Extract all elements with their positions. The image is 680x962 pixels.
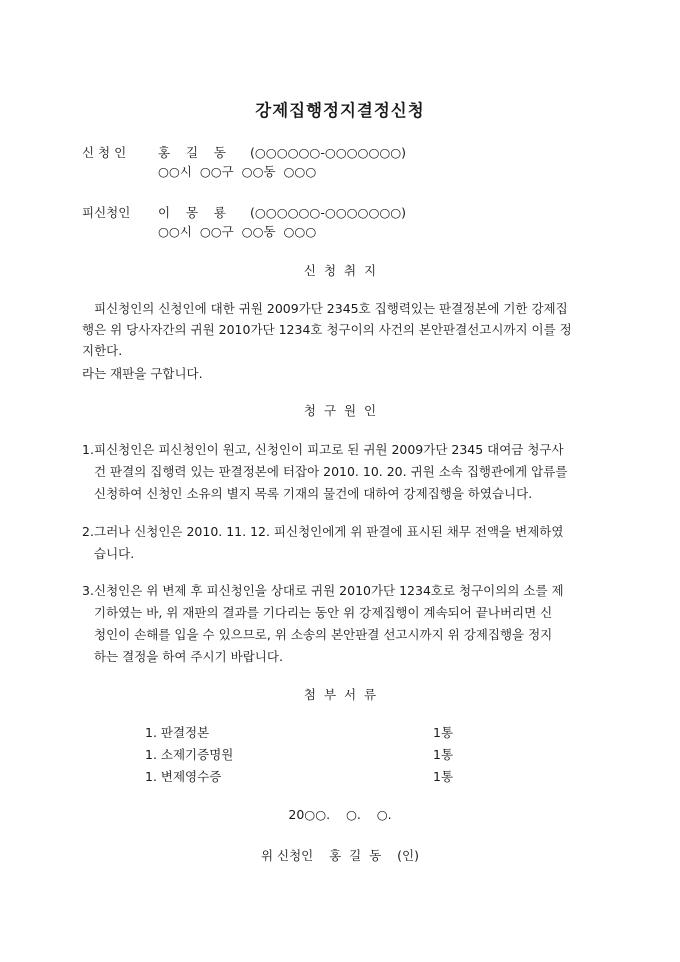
attachments-heading: 첨 부 서 류 [303,687,377,702]
respondent-role: 피신청인 [82,205,131,220]
signature-line: 위 신청인 홍 길 동 (인) [260,848,419,863]
document-title: 강제집행정지결정신청 [255,101,425,120]
applicant-id: (○○○○○○-○○○○○○○) [250,145,407,160]
cause-item-2-num: 2. [82,524,94,539]
cause-item-3-line-3: 청인이 손해를 입을 수 있으므로, 위 소송의 본안판결 선고시까지 위 강제집행을 정지 [94,627,553,642]
respondent-name: 이 몽 룡 [158,205,227,220]
cause-heading: 청 구 원 인 [303,403,377,418]
applicant-address: ○○시 ○○구 ○○동 ○○○ [158,164,317,179]
cause-item-1-line-2: 건 판결의 집행력 있는 판결정본에 터잡아 2010. 10. 20. 귀원 소속 집행관에게 압류를 [94,464,568,479]
attachment-item-2-name: 1. 소제기증명원 [145,747,234,762]
cause-item-1-line-3: 신청하여 신청인 소유의 별지 목록 기재의 물건에 대하여 강제집행을 하였습니다. [94,486,533,501]
purpose-heading: 신 청 취 지 [303,263,377,278]
purpose-line-3: 지한다. [82,343,123,358]
respondent-address: ○○시 ○○구 ○○동 ○○○ [158,224,317,239]
attachment-item-2-qty: 1통 [433,747,454,762]
cause-item-3-num: 3. [82,583,94,598]
purpose-closing: 라는 재판을 구합니다. [82,366,203,381]
respondent-id: (○○○○○○-○○○○○○○) [250,205,407,220]
cause-item-2-line-1: 그러나 신청인은 2010. 11. 12. 피신청인에게 위 판결에 표시된 채무 전액을 변제하였 [94,524,564,539]
cause-item-3-line-1: 신청인은 위 변제 후 피신청인을 상대로 귀원 2010가단 1234호로 청구이의의 소를 제 [94,583,564,598]
attachment-item-3-name: 1. 변제영수증 [145,769,222,784]
attachment-item-1-qty: 1통 [433,725,454,740]
cause-item-3-line-2: 기하였는 바, 위 재판의 결과를 기다리는 동안 위 강제집행이 계속되어 끝나버리면 신 [94,605,553,620]
cause-item-1-num: 1. [82,442,94,457]
applicant-role: 신 청 인 [82,145,127,160]
purpose-line-2: 행은 위 당사자간의 귀원 2010가단 1234호 청구이의 사건의 본안판결선고시까지 이를 정 [82,322,572,337]
cause-item-3-line-4: 하는 결정을 하여 주시기 바랍니다. [94,649,283,664]
document-date: 20○○. ○. ○. [288,807,392,822]
attachment-item-3-qty: 1통 [433,769,454,784]
purpose-line-1: 피신청인의 신청인에 대한 귀원 2009가단 2345호 집행력있는 판결정본에 기한 강제집 [94,301,568,316]
attachment-item-1-name: 1. 판결정본 [145,725,210,740]
cause-item-1-line-1: 피신청인은 피신청인이 원고, 신청인이 피고로 된 귀원 2009가단 2345 대여금 청구사 [94,442,564,457]
cause-item-2-line-2: 습니다. [94,546,135,561]
applicant-name: 홍 길 동 [158,145,227,160]
